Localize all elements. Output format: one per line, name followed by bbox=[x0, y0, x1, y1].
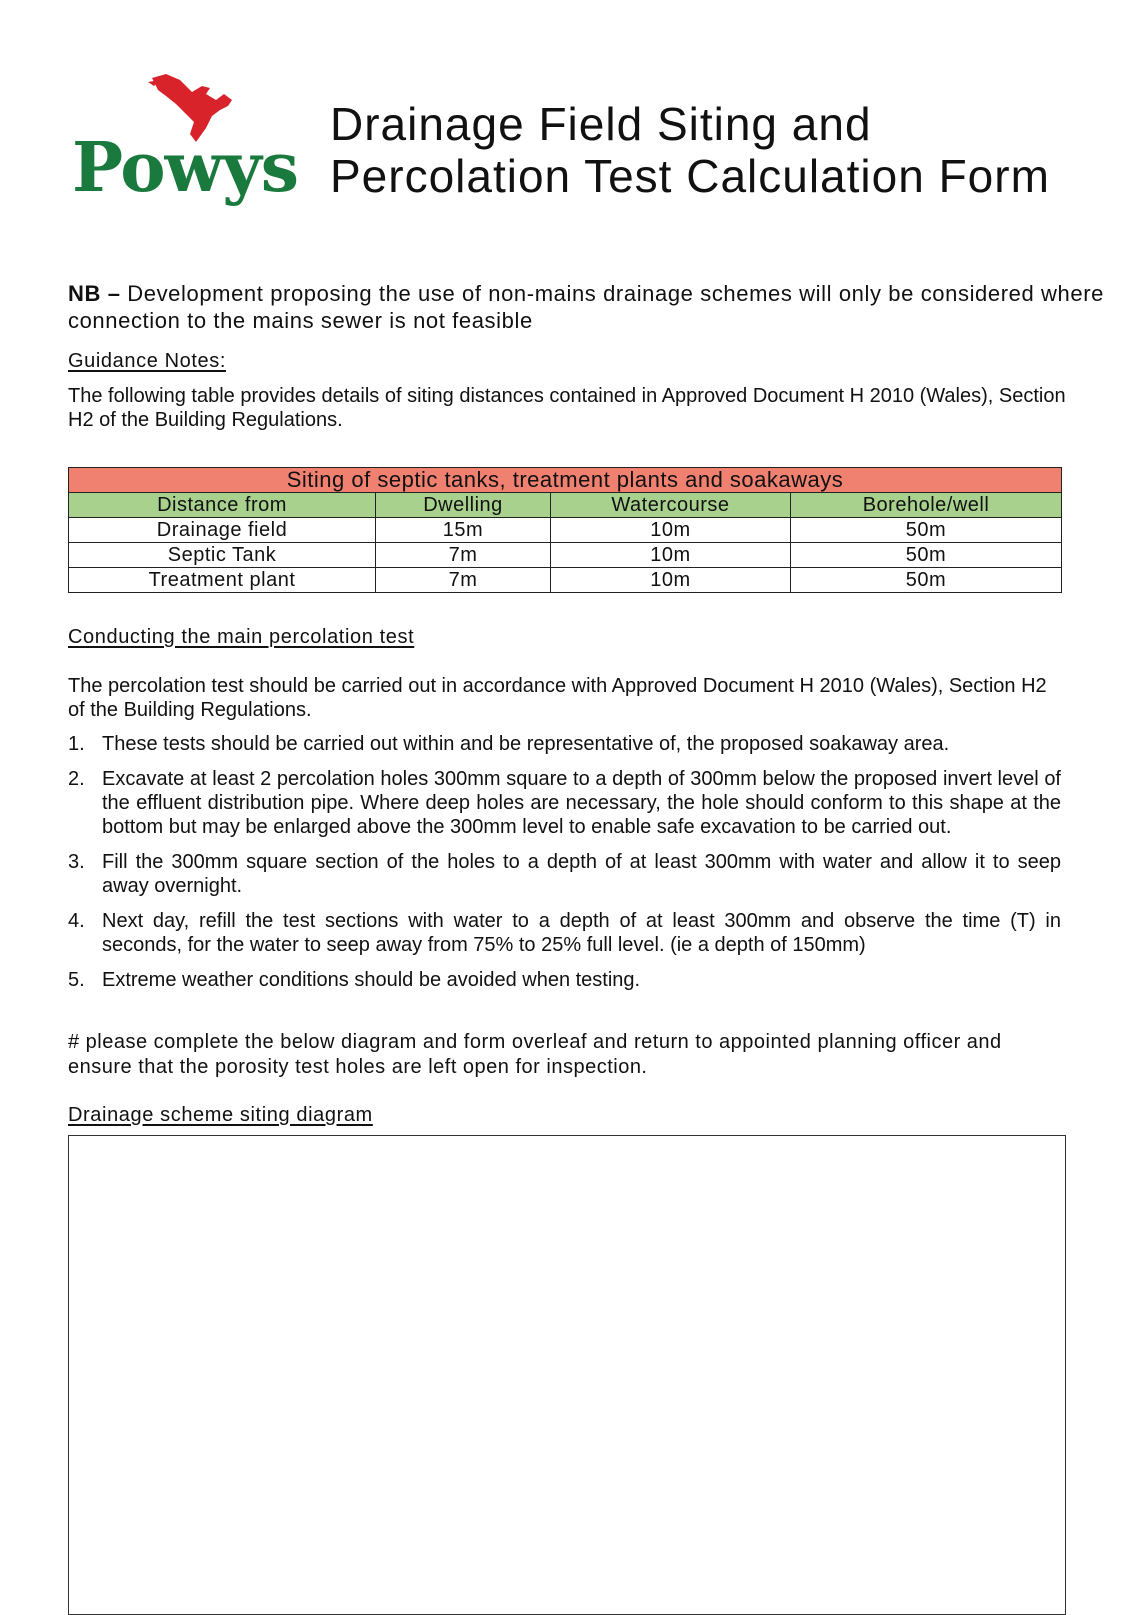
step-text: Excavate at least 2 percolation holes 300mm square to a depth of 300mm below the proposed invert level of the effluent distribution pipe. Where deep holes are necessary, the hole should conform to this shape at the bottom but may be enlarged above the 300mm level to enable safe excavation to be carried out. bbox=[102, 768, 1061, 838]
table-header: Borehole/well bbox=[791, 493, 1062, 518]
step-number: 4. bbox=[68, 910, 85, 932]
list-item bbox=[68, 767, 1061, 839]
percolation-intro: The percolation test should be carried out in accordance with Approved Document H 2010 (Wales), Section H2 of the Building Regulations. bbox=[68, 675, 1047, 721]
table-cell: 50m bbox=[791, 518, 1062, 543]
table-row bbox=[69, 518, 1062, 543]
step-text: Extreme weather conditions should be avoided when testing. bbox=[102, 969, 641, 991]
nb-notice bbox=[68, 280, 1108, 334]
step-number: 1. bbox=[68, 733, 85, 755]
diagram-heading: Drainage scheme siting diagram bbox=[68, 1104, 373, 1126]
page-title: Drainage Field Siting and Percolation Test Calculation Form bbox=[330, 98, 1050, 202]
table-cell: 10m bbox=[551, 568, 791, 593]
step-text: Next day, refill the test sections with water to a depth of at least 300mm and observe the time (T) in seconds, for the water to seep away from 75% to 25% full level. (ie a depth of 150mm) bbox=[102, 910, 1061, 956]
guidance-heading: Guidance Notes: bbox=[68, 350, 226, 372]
table-cell: Drainage field bbox=[69, 518, 376, 543]
siting-diagram-area[interactable] bbox=[68, 1135, 1066, 1615]
step-text: Fill the 300mm square section of the holes to a depth of at least 300mm with water and allow it to seep away overnight. bbox=[102, 851, 1061, 897]
list-item bbox=[68, 968, 1061, 992]
table-cell: Treatment plant bbox=[69, 568, 376, 593]
list-item bbox=[68, 909, 1061, 957]
table-cell: 10m bbox=[551, 543, 791, 568]
list-item bbox=[68, 850, 1061, 898]
table-header: Distance from bbox=[69, 493, 376, 518]
table-row bbox=[69, 568, 1062, 593]
table-header: Watercourse bbox=[551, 493, 791, 518]
percolation-steps-list bbox=[68, 732, 1061, 1003]
table-cell: Septic Tank bbox=[69, 543, 376, 568]
logo-wordmark: Powys bbox=[72, 128, 298, 208]
table-cell: 7m bbox=[376, 543, 551, 568]
step-number: 5. bbox=[68, 969, 85, 991]
guidance-text: The following table provides details of siting distances contained in Approved Document H 2010 (Wales), Section H2 of the Building Regulations. bbox=[68, 385, 1066, 431]
table-cell: 50m bbox=[791, 543, 1062, 568]
table-header: Dwelling bbox=[376, 493, 551, 518]
percolation-heading: Conducting the main percolation test bbox=[68, 626, 415, 648]
table-row bbox=[69, 543, 1062, 568]
table-cell: 50m bbox=[791, 568, 1062, 593]
table-cell: 10m bbox=[551, 518, 791, 543]
step-number: 3. bbox=[68, 851, 85, 873]
completion-note: # please complete the below diagram and form overleaf and return to appointed planning officer and ensure that the porosity test holes are left open for inspection. bbox=[68, 1031, 1002, 1078]
table-cell: 15m bbox=[376, 518, 551, 543]
table-title: Siting of septic tanks, treatment plants and soakaways bbox=[69, 468, 1062, 493]
siting-table bbox=[68, 467, 1062, 593]
table-cell: 7m bbox=[376, 568, 551, 593]
nb-label: NB – bbox=[68, 281, 121, 306]
table-header-row bbox=[69, 493, 1062, 518]
nb-text: Development proposing the use of non-mains drainage schemes will only be considered where connection to the mains sewer is not feasible bbox=[68, 281, 1104, 333]
step-text: These tests should be carried out within and be representative of, the proposed soakaway area. bbox=[102, 733, 950, 755]
powys-logo bbox=[66, 68, 314, 236]
step-number: 2. bbox=[68, 768, 85, 790]
list-item bbox=[68, 732, 1061, 756]
